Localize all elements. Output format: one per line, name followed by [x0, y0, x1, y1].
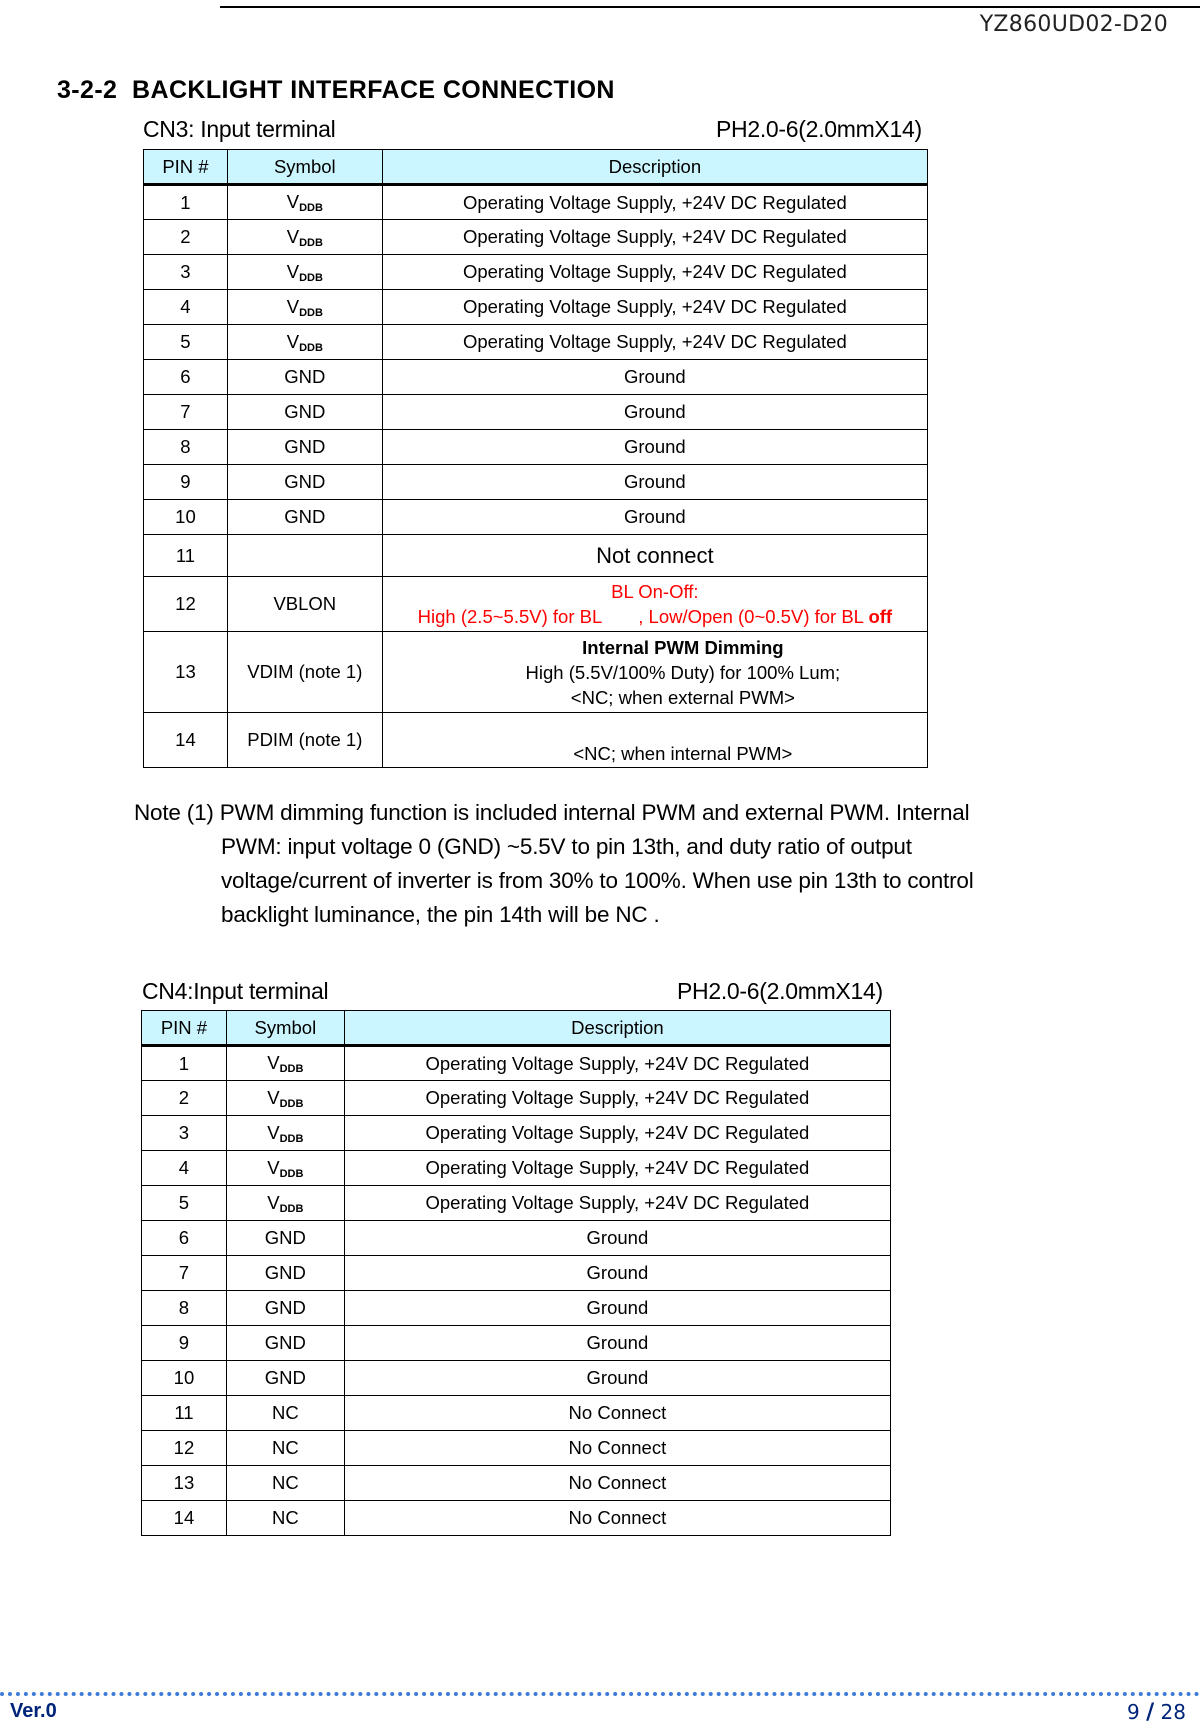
description: Ground [344, 1256, 890, 1291]
col-header-symbol: Symbol [226, 1011, 344, 1046]
cn4-pin-table [141, 1010, 891, 1536]
table-row [144, 535, 928, 577]
table-row [144, 290, 928, 325]
description: Ground [344, 1326, 890, 1361]
table-row [142, 1431, 891, 1466]
table-row [144, 185, 928, 220]
symbol [227, 535, 382, 577]
col-header-description: Description [344, 1011, 890, 1046]
description: Ground [382, 360, 927, 395]
description-line: <NC; when external PWM> [570, 686, 795, 708]
table-row [144, 713, 928, 768]
note-line: Note (1) PWM dimming function is included internal PWM and external PWM. Internal [134, 800, 970, 825]
pin-number: 9 [144, 465, 228, 500]
symbol: GND [227, 360, 382, 395]
description-line: BL On-Off: [611, 581, 699, 602]
pin-number: 8 [142, 1291, 227, 1326]
table-row [142, 1221, 891, 1256]
table-row [142, 1361, 891, 1396]
symbol: VDIM (note 1) [227, 632, 382, 713]
document-id: YZ860UD02-D20 [979, 12, 1168, 37]
cn4-connector: PH2.0-6(2.0mmX14) [677, 978, 883, 1004]
table-header-row [144, 150, 928, 185]
symbol: $V_{DDB}$ [226, 1151, 344, 1186]
pin-number: 1 [144, 185, 228, 220]
symbol: GND [227, 430, 382, 465]
cn3-title: CN3: Input terminal [143, 116, 336, 142]
pin-number: 12 [144, 577, 228, 632]
description: Operating Voltage Supply, +24V DC Regulated [382, 325, 927, 360]
symbol: PDIM (note 1) [227, 713, 382, 768]
description-line: Internal PWM Dimming [582, 636, 784, 658]
symbol: GND [226, 1291, 344, 1326]
pin-number: 7 [144, 395, 228, 430]
symbol: $V_{DDB}$ [226, 1081, 344, 1116]
description [382, 577, 927, 632]
col-header-description: Description [382, 150, 927, 185]
description: Not connect [382, 535, 927, 577]
description: Ground [344, 1291, 890, 1326]
description: Operating Voltage Supply, +24V DC Regulated [382, 255, 927, 290]
table-row [142, 1501, 891, 1536]
symbol: $V_{DDB}$ [226, 1186, 344, 1221]
description: <NC; when internal PWM> [382, 713, 927, 768]
page-separator: / [1146, 1700, 1155, 1725]
symbol: $V_{DDB}$ [226, 1116, 344, 1151]
cn4-title: CN4:Input terminal [142, 978, 329, 1004]
description: Operating Voltage Supply, +24V DC Regulated [344, 1116, 890, 1151]
table-row [144, 500, 928, 535]
cn3-pin-table [143, 149, 928, 768]
symbol: GND [226, 1221, 344, 1256]
description-line: High (2.5~5.5V) for BL , Low/Open (0~0.5V) for BL off [417, 606, 893, 627]
description: Ground [344, 1221, 890, 1256]
col-header-symbol: Symbol [227, 150, 382, 185]
table-row [142, 1151, 891, 1186]
table-row [144, 430, 928, 465]
pin-number: 5 [144, 325, 228, 360]
pin-number: 3 [144, 255, 228, 290]
table-row [144, 220, 928, 255]
table-row [142, 1326, 891, 1361]
pin-number: 4 [144, 290, 228, 325]
pin-number: 12 [142, 1431, 227, 1466]
pin-number: 11 [142, 1396, 227, 1431]
pin-number: 14 [142, 1501, 227, 1536]
table-row [142, 1256, 891, 1291]
total-pages: 28 [1160, 1700, 1186, 1724]
pin-number: 2 [144, 220, 228, 255]
cn4-table-body [142, 1046, 891, 1536]
table-row [142, 1116, 891, 1151]
footer-rule [0, 1692, 1200, 1696]
description-line: High (5.5V/100% Duty) for 100% Lum; [525, 661, 841, 683]
table-row [142, 1466, 891, 1501]
description: Operating Voltage Supply, +24V DC Regulated [344, 1046, 890, 1081]
section-title: 3-2-2 BACKLIGHT INTERFACE CONNECTION [57, 76, 615, 104]
description: Ground [382, 465, 927, 500]
table-row [144, 395, 928, 430]
pin-number: 4 [142, 1151, 227, 1186]
pin-number: 5 [142, 1186, 227, 1221]
description [382, 632, 927, 713]
pin-number: 11 [144, 535, 228, 577]
cn3-connector: PH2.0-6(2.0mmX14) [716, 116, 922, 142]
symbol: GND [227, 465, 382, 500]
table-row [144, 325, 928, 360]
symbol: GND [226, 1256, 344, 1291]
version-label: Ver.0 [10, 1700, 57, 1722]
table-row [144, 360, 928, 395]
description: Ground [344, 1361, 890, 1396]
symbol: $V_{DDB}$ [227, 255, 382, 290]
description: Operating Voltage Supply, +24V DC Regulated [382, 220, 927, 255]
pin-number: 9 [142, 1326, 227, 1361]
table-row [142, 1396, 891, 1431]
table-row [142, 1186, 891, 1221]
symbol: NC [226, 1396, 344, 1431]
pin-number: 10 [142, 1361, 227, 1396]
pin-number: 10 [144, 500, 228, 535]
description: No Connect [344, 1396, 890, 1431]
col-header-pin: PIN # [144, 150, 228, 185]
pin-number: 1 [142, 1046, 227, 1081]
col-header-pin: PIN # [142, 1011, 227, 1046]
symbol: VBLON [227, 577, 382, 632]
table-row [142, 1081, 891, 1116]
symbol: NC [226, 1431, 344, 1466]
description: No Connect [344, 1501, 890, 1536]
current-page: 9 [1127, 1700, 1140, 1724]
table-row [142, 1291, 891, 1326]
symbol: GND [226, 1361, 344, 1396]
pin-number: 13 [142, 1466, 227, 1501]
pin-number: 3 [142, 1116, 227, 1151]
table-row [144, 465, 928, 500]
header-rule [220, 6, 1200, 8]
description: No Connect [344, 1466, 890, 1501]
description: Ground [382, 395, 927, 430]
pin-number: 13 [144, 632, 228, 713]
symbol: GND [227, 500, 382, 535]
pin-number: 6 [142, 1221, 227, 1256]
symbol: $V_{DDB}$ [227, 220, 382, 255]
table-row [142, 1046, 891, 1081]
description: No Connect [344, 1431, 890, 1466]
description: Operating Voltage Supply, +24V DC Regulated [344, 1081, 890, 1116]
table-row [144, 632, 928, 713]
pin-number: 8 [144, 430, 228, 465]
symbol: NC [226, 1501, 344, 1536]
pin-number: 2 [142, 1081, 227, 1116]
description: Operating Voltage Supply, +24V DC Regulated [344, 1186, 890, 1221]
description: Operating Voltage Supply, +24V DC Regulated [382, 290, 927, 325]
note-line: voltage/current of inverter is from 30% to 100%. When use pin 13th to control [221, 868, 974, 893]
symbol: $V_{DDB}$ [227, 185, 382, 220]
pwm-note [134, 796, 1014, 932]
symbol: GND [227, 395, 382, 430]
table-row [144, 255, 928, 290]
pin-number: 7 [142, 1256, 227, 1291]
description: Operating Voltage Supply, +24V DC Regulated [344, 1151, 890, 1186]
description: Operating Voltage Supply, +24V DC Regulated [382, 185, 927, 220]
note-line: PWM: input voltage 0 (GND) ~5.5V to pin 13th, and duty ratio of output [221, 834, 912, 859]
page-number [1127, 1700, 1186, 1725]
symbol: GND [226, 1326, 344, 1361]
pin-number: 14 [144, 713, 228, 768]
note-line: backlight luminance, the pin 14th will be NC . [221, 902, 660, 927]
symbol: $V_{DDB}$ [227, 325, 382, 360]
description: Ground [382, 430, 927, 465]
symbol: $V_{DDB}$ [227, 290, 382, 325]
table-header-row [142, 1011, 891, 1046]
symbol: NC [226, 1466, 344, 1501]
pin-number: 6 [144, 360, 228, 395]
table-row [144, 577, 928, 632]
symbol: $V_{DDB}$ [226, 1046, 344, 1081]
description: Ground [382, 500, 927, 535]
